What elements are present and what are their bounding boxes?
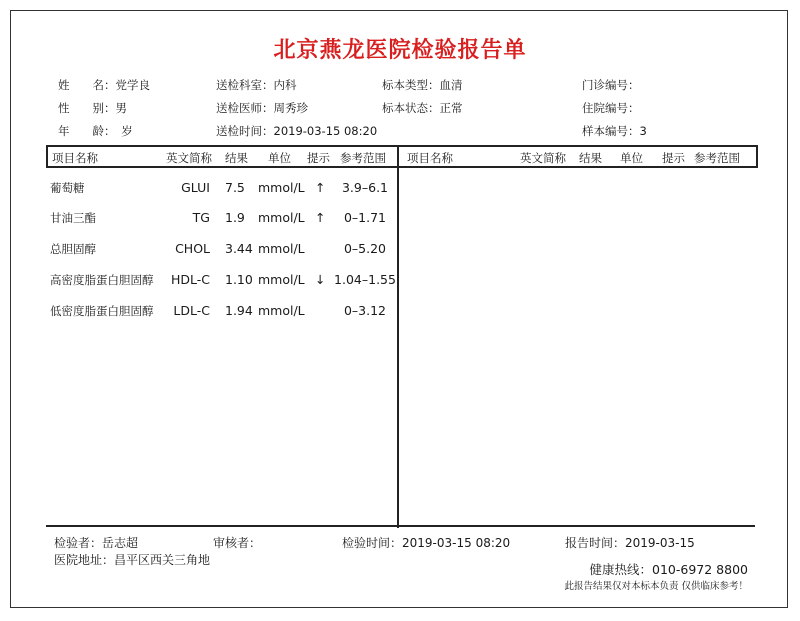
dept-field [216, 77, 297, 93]
hotline-label: 健康热线： [589, 562, 653, 577]
col-header-result: 结果 [225, 151, 248, 165]
item-range: 3.9–6.1 [341, 180, 388, 195]
patient-age: 岁 [109, 124, 133, 138]
item-name: 高密度脂蛋白胆固醇 [50, 273, 154, 287]
send-time-value: 2019-03-15 08:20 [273, 124, 378, 138]
col-header-unit: 单位 [268, 151, 291, 165]
sample-status-value: 正常 [439, 101, 463, 115]
col-header-unit-right: 单位 [620, 151, 643, 165]
dept-value: 内科 [273, 78, 297, 92]
item-range: 0–3.12 [343, 303, 387, 318]
reviewer-label: 审核者： [213, 536, 262, 550]
sample-type-value: 血清 [439, 78, 463, 92]
item-code: GLUI [181, 180, 210, 195]
item-result: 1.10 [225, 272, 253, 287]
hotline-field [590, 560, 748, 578]
report-title: 北京燕龙医院检验报告单 [273, 37, 527, 63]
sample-status-field [382, 100, 463, 116]
col-header-name: 项目名称 [52, 151, 98, 165]
send-time-label: 送检时间： [216, 124, 274, 138]
address-value: 昌平区西关三角地 [114, 553, 211, 567]
item-unit: mmol/L [258, 180, 305, 195]
item-result: 3.44 [225, 241, 253, 256]
doctor-label: 送检医师： [216, 101, 274, 115]
send-time-field [216, 123, 377, 139]
table-bottom-rule [46, 525, 755, 527]
sample-status-label: 标本状态： [382, 101, 440, 115]
col-header-range-right: 参考范围 [694, 151, 740, 165]
table-header-box [46, 145, 758, 168]
item-unit: mmol/L [258, 241, 305, 256]
item-flag-high-icon: ↑ [315, 180, 326, 195]
hotline-value: 010-6972 8800 [652, 562, 748, 577]
col-header-range: 参考范围 [340, 151, 386, 165]
patient-age-label: 年 龄： [58, 124, 110, 138]
patient-name: 党学良 [115, 78, 150, 92]
item-unit: mmol/L [258, 210, 305, 225]
item-range: 1.04–1.55 [334, 272, 396, 287]
patient-gender-label: 性 别： [58, 101, 116, 115]
col-header-result-right: 结果 [579, 151, 602, 165]
col-header-flag-right: 提示 [662, 151, 685, 165]
disclaimer: 此报告结果仅对本标本负责 仅供临床参考！ [564, 581, 748, 592]
item-name: 总胆固醇 [50, 242, 96, 256]
sample-no-field [582, 123, 647, 139]
col-header-code: 英文简称 [166, 151, 212, 165]
col-header-name-right: 项目名称 [407, 151, 453, 165]
outpatient-label: 门诊编号： [582, 78, 640, 92]
tester-field [54, 534, 138, 551]
patient-name-field [58, 77, 150, 93]
doctor-value: 周秀珍 [273, 101, 308, 115]
item-name: 低密度脂蛋白胆固醇 [50, 304, 154, 318]
sample-no-value: 3 [639, 124, 647, 138]
report-time-field [565, 534, 695, 551]
sample-type-field [382, 77, 463, 93]
item-flag-low-icon: ↓ [315, 272, 326, 287]
item-range: 0–1.71 [343, 210, 387, 225]
item-code: HDL-C [170, 272, 210, 287]
address-field [54, 551, 210, 568]
sample-no-label: 样本编号： [582, 124, 640, 138]
col-header-flag: 提示 [307, 151, 330, 165]
outpatient-field [582, 77, 640, 93]
item-code: CHOL [175, 241, 210, 256]
test-time-value: 2019-03-15 08:20 [402, 536, 511, 550]
item-code: LDL-C [173, 303, 210, 318]
tester-value: 岳志超 [102, 536, 139, 550]
report-time-label: 报告时间： [565, 536, 626, 550]
patient-name-label: 姓 名： [58, 78, 116, 92]
test-time-label: 检验时间： [342, 536, 403, 550]
reviewer-field [213, 534, 261, 551]
inpatient-field [582, 100, 640, 116]
report-time-value: 2019-03-15 [625, 536, 695, 550]
sample-type-label: 标本类型： [382, 78, 440, 92]
doctor-field [216, 100, 308, 116]
column-divider [397, 145, 399, 528]
dept-label: 送检科室： [216, 78, 274, 92]
item-code: TG [192, 210, 210, 225]
address-label: 医院地址： [54, 553, 115, 567]
patient-gender: 男 [115, 101, 127, 115]
tester-label: 检验者： [54, 536, 103, 550]
col-header-code-right: 英文简称 [520, 151, 566, 165]
item-result: 7.5 [225, 180, 245, 195]
inpatient-label: 住院编号： [582, 101, 640, 115]
item-name: 甘油三酯 [50, 211, 96, 225]
item-result: 1.94 [225, 303, 253, 318]
item-range: 0–5.20 [343, 241, 387, 256]
item-result: 1.9 [225, 210, 245, 225]
item-unit: mmol/L [258, 272, 305, 287]
item-flag-high-icon: ↑ [315, 210, 326, 225]
patient-gender-field [58, 100, 127, 116]
patient-age-field [58, 123, 133, 139]
item-unit: mmol/L [258, 303, 305, 318]
item-name: 葡萄糖 [50, 181, 85, 195]
test-time-field [342, 534, 510, 551]
